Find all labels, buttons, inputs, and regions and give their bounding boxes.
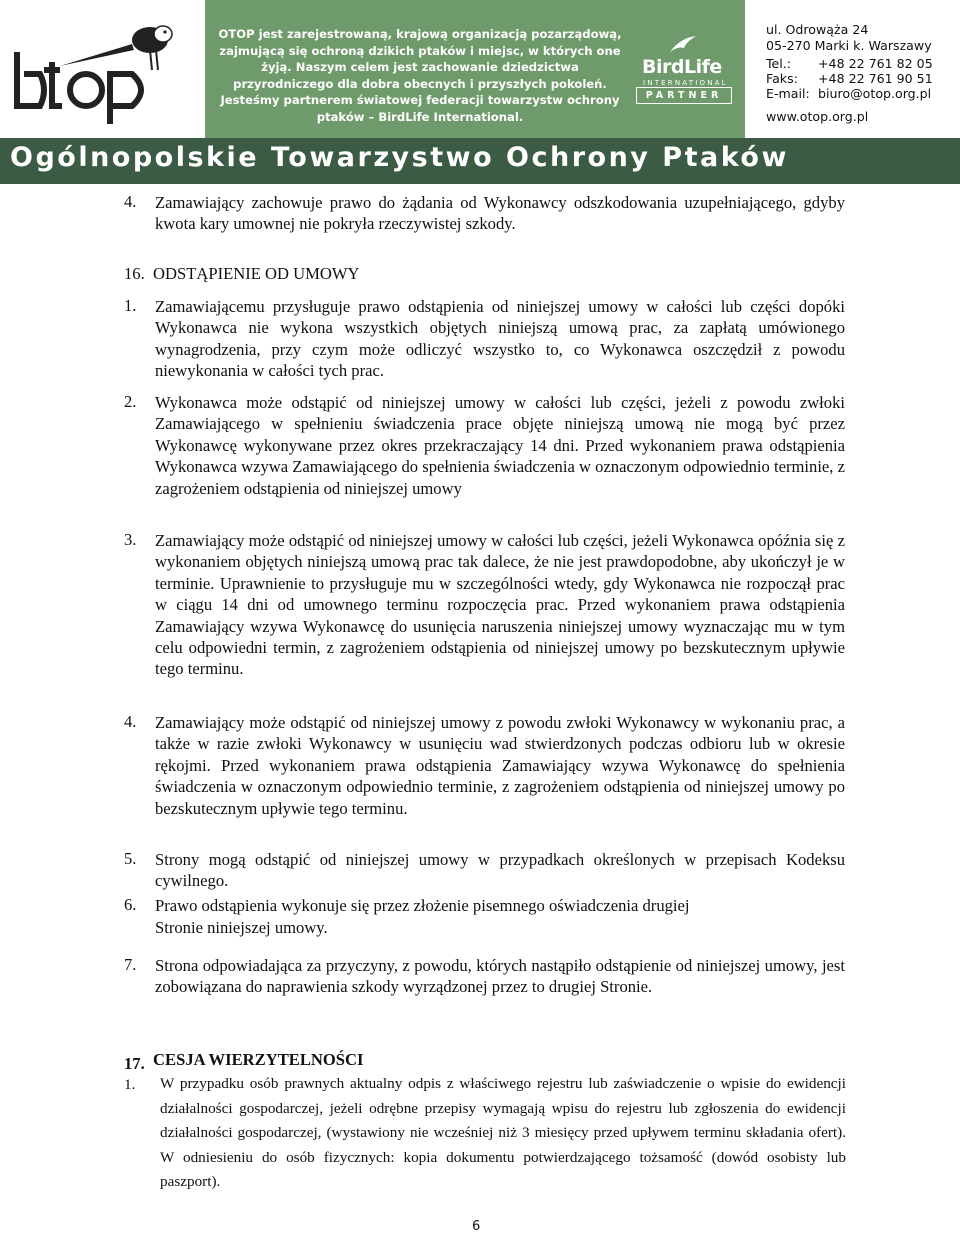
birdlife-international: INTERNATIONAL: [643, 79, 728, 87]
item-16-1-text: Zamawiającemu przysługuje prawo odstąpienia od niniejszej umowy w całości lub części dopóki Wykonawca nie wykona wszystkich objętych niniejszą umową prac, za zapłatą umówionego wynagrodzenia, przy czym może odliczyć wszystko to, co Wykonawca oszczędził z powodu niewykonania w całości tych prac.: [155, 297, 845, 381]
otop-logo: [0, 0, 205, 138]
phone-value: +48 22 761 82 05: [818, 56, 933, 71]
section-17-title: CESJA WIERZYTELNOŚCI: [153, 1050, 364, 1069]
email-line: [766, 86, 931, 101]
email-value: biuro@otop.org.pl: [818, 86, 932, 101]
section-17-heading: [124, 1050, 364, 1073]
item-16-6-line-2: Stronie niniejszej umowy.: [155, 918, 328, 938]
birdlife-bird-icon: [668, 34, 698, 56]
item-16-7-text: Strona odpowiadająca za przyczyny, z powodu, których nastąpiło odstąpienie od niniejszej umowy, jest zobowiązana do naprawienia szkody wyrządzonej przez to drugiej Stronie.: [155, 956, 845, 997]
section-16-heading: [124, 264, 360, 284]
item-16-1-number: 1.: [124, 296, 137, 315]
section-16-number: 16.: [124, 264, 145, 283]
item-16-2-text: Wykonawca może odstąpić od niniejszej umowy w całości lub części, jeżeli z powodu zwłoki Zamawiającego w spełnieniu świadczenia prace objęte niniejszą umową nie mogą być przez Wykonawcę wykonywane przez okres przekraczający 14 dni. Przed wykonaniem prawa odstąpienia Wykonawca wzywa Zamawiającego do spełnienia świadczenia w oznaczonym odpowiednio terminie, z zagrożeniem odstąpienia od niniejszej umowy: [155, 393, 845, 498]
otop-bird-logo-icon: [0, 0, 205, 138]
organization-title-bar: [0, 138, 960, 184]
item-16-3-text: Zamawiający może odstąpić od niniejszej umowy w całości lub części, jeżeli Wykonawca opóźnia się z wykonaniem objętych niniejszą umową prac tak dalece, że nie jest prawdopodobne, aby ukończył je w terminie. Uprawnienie to przysługuje mu w szczególności wtedy, gdy Wykonawca nie rozpoczął prac w ciągu 14 dni od umownego terminu rozpoczęcia prac. Przed wykonaniem prawa odstąpienia Zamawiający wzywa Wykonawcę do usunięcia naruszenia niniejszej umowy wyznaczając mu w tym celu odpowiedni termin, z zagrożeniem odstąpienia od niniejszej umowy po bezskutecznym upływie tego terminu.: [155, 531, 845, 679]
item-17-1-text: W przypadku osób prawnych aktualny odpis z właściwego rejestru lub zaświadczenie o wpisie do ewidencji działalności gospodarczej, jeżeli odrębne przepisy wymagają wpisu do rejestru lub zgłoszenia do ewidencji działalności gospodarczej, (wystawiony nie wcześniej niż 3 miesięcy przed upływem terminu składania ofert). W odniesieniu do osób fizycznych: kopia dokumentu potwierdzającego tożsamość (dowód osobisty lub paszport).: [160, 1075, 846, 1191]
birdlife-name: BirdLife: [642, 56, 722, 78]
item-16-6-number: 6.: [124, 895, 137, 914]
section-16-title: ODSTĄPIENIE OD UMOWY: [153, 264, 360, 283]
item-16-7-number: 7.: [124, 955, 137, 974]
fax-value: +48 22 761 90 51: [818, 71, 933, 86]
item-16-3-number: 3.: [124, 530, 137, 549]
email-label: E-mail:: [766, 86, 810, 101]
item-16-6-text: [155, 895, 845, 939]
birdlife-partner-badge: PARTNER: [636, 87, 732, 104]
letterhead: [0, 0, 960, 184]
item-16-5-text: Strony mogą odstąpić od niniejszej umowy w przypadkach określonych w przepisach Kodeksu cywilnego.: [155, 850, 845, 891]
birdlife-partner-logo: [636, 34, 736, 104]
page-number: 6: [472, 1219, 481, 1234]
item-16-5-number: 5.: [124, 849, 137, 868]
fax-line: [766, 71, 933, 86]
section-17-number: 17.: [124, 1054, 145, 1073]
item-17-1-number: 1.: [124, 1076, 136, 1093]
item-16-4-number: 4.: [124, 712, 137, 731]
fax-label: Faks:: [766, 71, 798, 86]
website-link[interactable]: www.otop.org.pl: [766, 109, 869, 124]
item-16-4-text: Zamawiający może odstąpić od niniejszej umowy z powodu zwłoki Wykonawcy w wykonaniu prac, a także w razie zwłoki Wykonawcy w usunięciu wad stwierdzonych podczas odbioru lub w okresie rękojmi. Przed wykonaniem prawa odstąpienia Zamawiający wzywa Wykonawcę do spełnienia świadczenia w oznaczonym odpowiednio terminie, z zagrożeniem odstąpienia od niniejszej umowy po bezskutecznym upływie tego terminu.: [155, 713, 845, 818]
phone-label: Tel.:: [766, 56, 792, 71]
address-line-2: 05-270 Marki k. Warszawy: [766, 38, 932, 53]
item-15-4-text: Zamawiający zachowuje prawo do żądania od Wykonawcy odszkodowania uzupełniającego, gdyby kwota kary umownej nie pokryła rzeczywistej szkody.: [155, 193, 845, 234]
address-line-1: ul. Odrowąża 24: [766, 22, 869, 37]
item-15-4-number: 4.: [124, 192, 137, 211]
item-16-2-number: 2.: [124, 392, 137, 411]
svg-text:otop: otop: [28, 114, 51, 125]
mission-statement: OTOP jest zarejestrowaną, krajową organizacją pozarządową, zajmującą się ochroną dzikich ptaków i miejsc, w których one żyją. Naszym celem jest zachowanie dziedzictwa przyrodniczego dla dobra obecnych i przyszłych pokoleń. Jesteśmy partnerem światowej federacji towarzystw ochrony ptaków – BirdLife International.: [218, 27, 622, 124]
organization-title: Ogólnopolskie Towarzystwo Ochrony Ptaków: [10, 142, 789, 173]
item-16-6-line-1: Prawo odstąpienia wykonuje się przez złożenie pisemnego oświadczenia drugiej: [155, 896, 690, 915]
phone-line: [766, 56, 933, 71]
